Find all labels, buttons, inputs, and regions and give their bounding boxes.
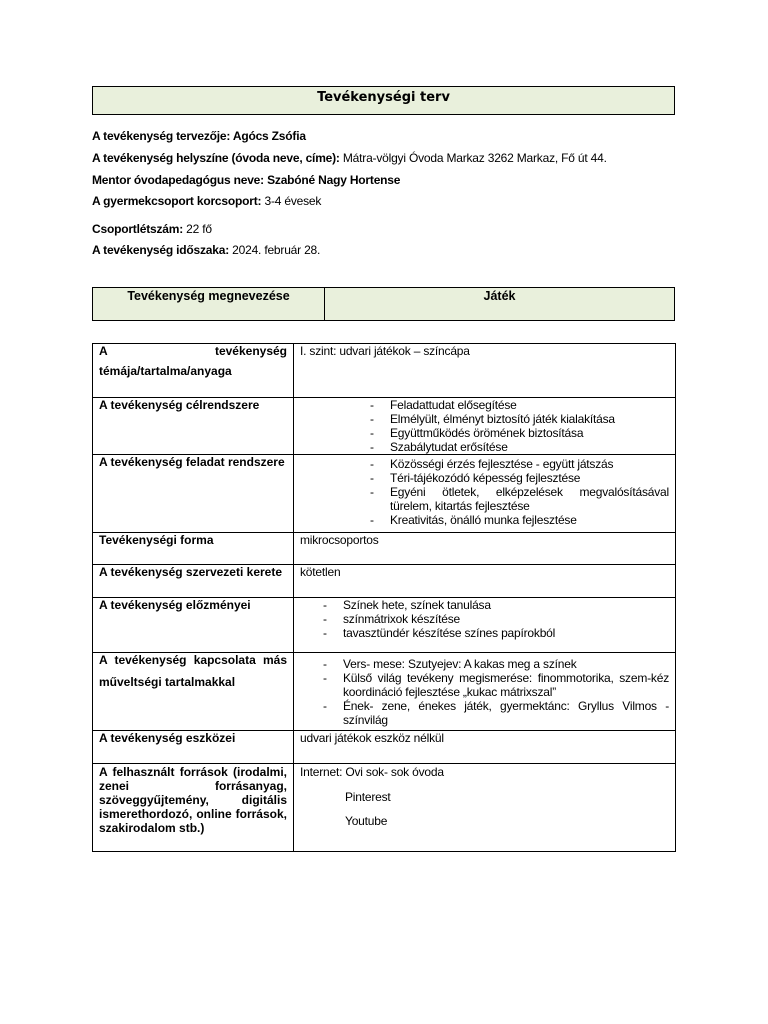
table-row-theme bbox=[93, 344, 676, 398]
sources-label-text: A felhasznált források (irodalmi, zenei forrásanyag, szöveggyűjtemény, digitális ismerethordozó, online források, szakirodalom stb.) bbox=[99, 765, 287, 835]
source-item: Internet: Ovi sok- sok óvoda bbox=[300, 765, 444, 779]
theme-label-a: A bbox=[99, 344, 108, 358]
plan-table bbox=[92, 343, 676, 852]
age-group-label: A gyermekcsoport korcsoport: bbox=[92, 194, 262, 208]
sources-value bbox=[294, 764, 676, 852]
antecedents-value bbox=[294, 598, 676, 653]
period-label: A tevékenység időszaka: bbox=[92, 243, 230, 257]
list-item: - Ének- zene, énekes játék, gyermektánc: Gryllus Vilmos - színvilág bbox=[323, 699, 669, 727]
planner-label: A tevékenység tervezője: bbox=[92, 129, 231, 143]
table-row-tasks bbox=[93, 455, 676, 533]
list-item: - Feladattudat elősegítése bbox=[370, 398, 669, 412]
goals-label: A tevékenység célrendszere bbox=[93, 398, 294, 455]
activity-name-table bbox=[92, 287, 675, 321]
group-size-label: Csoportlétszám: bbox=[92, 222, 184, 236]
list-item: - Vers- mese: Szutyejev: A kakas meg a színek bbox=[323, 657, 669, 671]
age-group-value: 3-4 évesek bbox=[261, 194, 322, 208]
activity-name-label: Tevékenység megnevezése bbox=[93, 288, 325, 320]
table-row-form bbox=[93, 533, 676, 565]
list-item: - Téri-tájékozódó képesség fejlesztése bbox=[370, 471, 669, 485]
activity-name-value: Játék bbox=[483, 289, 516, 303]
antecedents-list bbox=[323, 598, 669, 640]
tools-value: udvari játékok eszköz nélkül bbox=[294, 731, 676, 764]
theme-label-c: témája/tartalma/anyaga bbox=[99, 364, 232, 378]
planner-line bbox=[92, 129, 306, 143]
list-item: - Kreativitás, önálló munka fejlesztése bbox=[370, 513, 669, 527]
antecedents-label: A tevékenység előzményei bbox=[93, 598, 294, 653]
location-line bbox=[92, 151, 607, 165]
table-row-goals bbox=[93, 398, 676, 455]
connections-list bbox=[323, 657, 669, 727]
group-size-line bbox=[92, 222, 212, 236]
tasks-value bbox=[294, 455, 676, 533]
tasks-label: A tevékenység feladat rendszere bbox=[93, 455, 294, 533]
source-item: Youtube bbox=[345, 814, 388, 828]
list-item: - Külső világ tevékeny megismerése: finommotorika, szem-kéz koordináció fejlesztése „kukac mátrixszal” bbox=[323, 671, 669, 699]
table-row-tools bbox=[93, 731, 676, 764]
list-item: - Egyéni ötletek, elképzelések megvalósításával türelem, kitartás fejlesztése bbox=[370, 485, 669, 513]
connections-label bbox=[93, 653, 294, 731]
period-line bbox=[92, 243, 320, 257]
mentor-value: Szabóné Nagy Hortense bbox=[263, 173, 401, 187]
location-value: Mátra-völgyi Óvoda Markaz 3262 Markaz, Fő út 44. bbox=[339, 151, 607, 165]
form-label: Tevékenységi forma bbox=[93, 533, 294, 565]
age-group-line bbox=[92, 194, 321, 208]
list-item: - Színek hete, színek tanulása bbox=[323, 598, 669, 612]
connections-value bbox=[294, 653, 676, 731]
list-item: - Közösségi érzés fejlesztése - együtt játszás bbox=[370, 457, 669, 471]
table-row-sources bbox=[93, 764, 676, 852]
list-item: - színmátrixok készítése bbox=[323, 612, 669, 626]
theme-label-b: tevékenység bbox=[214, 344, 287, 358]
list-item: - Elmélyült, élményt biztosító játék kialakítása bbox=[370, 412, 669, 426]
connections-label-b: műveltségi tartalmakkal bbox=[99, 675, 236, 689]
table-row-framework bbox=[93, 565, 676, 598]
location-label: A tevékenység helyszíne (óvoda neve, címe): bbox=[92, 151, 340, 165]
theme-label bbox=[93, 344, 294, 398]
document-title: Tevékenységi terv bbox=[92, 86, 675, 115]
framework-value: kötetlen bbox=[294, 565, 676, 598]
planner-value: Agócs Zsófia bbox=[230, 129, 306, 143]
goals-list bbox=[370, 398, 669, 454]
group-size-value: 22 fő bbox=[183, 222, 212, 236]
source-item: Pinterest bbox=[345, 790, 391, 804]
tools-label: A tevékenység eszközei bbox=[93, 731, 294, 764]
list-item: - Szabálytudat erősítése bbox=[370, 440, 669, 454]
period-value: 2024. február 28. bbox=[229, 243, 321, 257]
goals-value bbox=[294, 398, 676, 455]
table-row-connections bbox=[93, 653, 676, 731]
form-value: mikrocsoportos bbox=[294, 533, 676, 565]
mentor-line bbox=[92, 173, 400, 187]
sources-label bbox=[93, 764, 294, 852]
mentor-label: Mentor óvodapedagógus neve: bbox=[92, 173, 264, 187]
connections-label-a: A tevékenység kapcsolata más bbox=[99, 653, 287, 667]
list-item: - Együttműködés örömének biztosítása bbox=[370, 426, 669, 440]
tasks-list bbox=[370, 457, 669, 527]
theme-value: I. szint: udvari játékok – színcápa bbox=[294, 344, 676, 398]
list-item: - tavasztündér készítése színes papírokból bbox=[323, 626, 669, 640]
table-row-antecedents bbox=[93, 598, 676, 653]
framework-label: A tevékenység szervezeti kerete bbox=[93, 565, 294, 598]
